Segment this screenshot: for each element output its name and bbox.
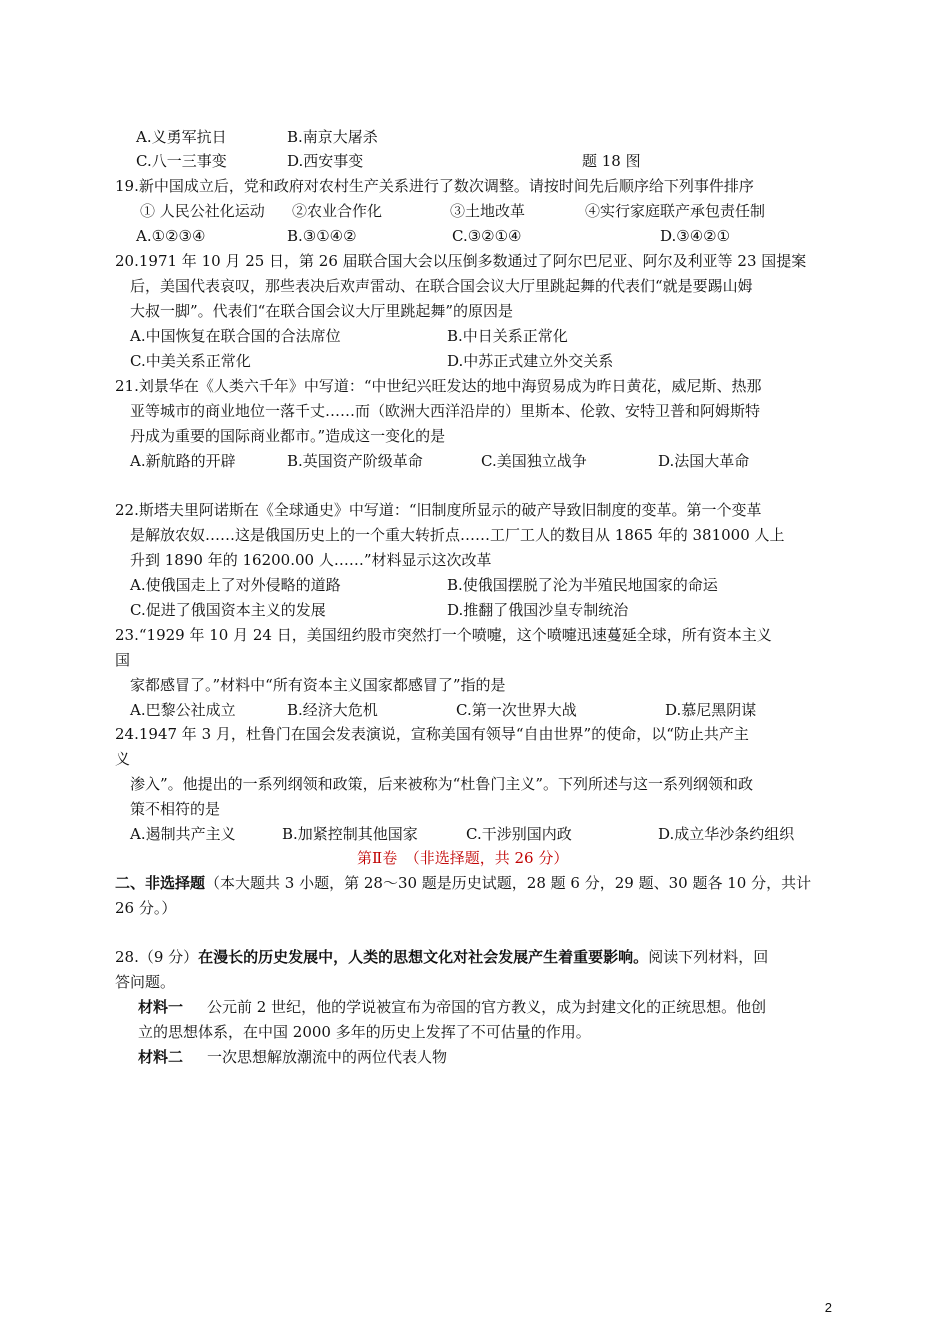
q22-option-a: A.使俄国走上了对外侵略的道路 — [130, 576, 341, 594]
section-2-header: 第Ⅱ卷 （非选择题，共 26 分） — [357, 849, 569, 867]
q28-stem-rest: 阅读下列材料，回 — [648, 948, 769, 966]
q18-option-a: A.义勇军抗日 — [136, 128, 227, 146]
q28-material-1-text: 公元前 2 世纪，他的学说被宣布为帝国的官方教义，成为封建文化的正统思想。他创 — [207, 998, 767, 1016]
q22-line-2: 是解放农奴……这是俄国历史上的一个重大转折点……工厂工人的数目从 1865 年的 381000 人上 — [130, 526, 785, 544]
q23-line-1: 23.“1929 年 10 月 24 日，美国纽约股市突然打一个喷嚏，这个喷嚏迅速蔓延全球，所有资本主义 — [115, 626, 772, 644]
q21-option-c: C.美国独立战争 — [481, 452, 587, 470]
q20-option-c: C.中美关系正常化 — [130, 352, 251, 370]
q18-figure-label: 题 18 图 — [582, 152, 641, 170]
q19-item-2: ②农业合作化 — [292, 202, 383, 220]
q18-option-b: B.南京大屠杀 — [287, 128, 378, 146]
q23-option-b: B.经济大危机 — [287, 701, 378, 719]
q19-option-c: C.③②①④ — [452, 227, 522, 245]
section-2-title-bold: 二、非选择题 — [115, 874, 206, 892]
q28-material-1-line-2: 立的思想体系，在中国 2000 多年的历史上发挥了不可估量的作用。 — [138, 1023, 591, 1041]
q21-line-2: 亚等城市的商业地位一落千丈……而（欧洲大西洋沿岸的）里斯本、伦敦、安特卫普和阿姆斯特 — [130, 402, 761, 420]
q21-line-3: 丹成为重要的国际商业都市。”造成这一变化的是 — [130, 427, 446, 445]
q28-material-1 — [138, 996, 766, 1018]
q20-line-2: 后，美国代表哀叹，那些表决后欢声雷动、在联合国会议大厅里跳起舞的代表们“就是要踢山姆 — [130, 277, 753, 295]
q28-stem-bold: 在漫长的历史发展中，人类的思想文化对社会发展产生着重要影响。 — [198, 948, 649, 966]
q22-option-d: D.推翻了俄国沙皇专制统治 — [447, 601, 629, 619]
q22-line-3: 升到 1890 年的 16200.00 人……”材料显示这次改革 — [130, 551, 492, 569]
q24-option-a: A.遏制共产主义 — [130, 825, 236, 843]
q19-item-4: ④实行家庭联产承包责任制 — [585, 202, 766, 220]
q18-option-c: C.八一三事变 — [136, 152, 227, 170]
q21-line-1: 21.刘景华在《人类六千年》中写道：“中世纪兴旺发达的地中海贸易成为昨日黄花，威尼斯、热那 — [115, 377, 762, 395]
q21-option-d: D.法国大革命 — [658, 452, 750, 470]
q28-stem-line-2: 答问题。 — [115, 973, 176, 991]
q24-line-4: 策不相符的是 — [130, 800, 221, 818]
q19-item-1: ① 人民公社化运动 — [140, 202, 265, 220]
q24-option-c: C.干涉别国内政 — [466, 825, 572, 843]
q24-line-2: 义 — [115, 750, 131, 768]
q22-option-c: C.促进了俄国资本主义的发展 — [130, 601, 326, 619]
section-2-title-line-2: 26 分。） — [115, 899, 177, 917]
q19-option-a: A.①②③④ — [136, 227, 206, 245]
q28-stem — [115, 946, 768, 968]
q22-line-1: 22.斯塔夫里阿诺斯在《全球通史》中写道：“旧制度所显示的破产导致旧制度的变革。第一个变革 — [115, 501, 762, 519]
q28-number: 28.（9 分） — [115, 948, 199, 966]
q24-option-b: B.加紧控制其他国家 — [282, 825, 418, 843]
q19-item-3: ③土地改革 — [450, 202, 526, 220]
q22-option-b: B.使俄国摆脱了沦为半殖民地国家的命运 — [447, 576, 718, 594]
q28-material-1-label: 材料一 — [138, 998, 184, 1016]
q28-material-2 — [138, 1046, 447, 1068]
q28-material-2-text: 一次思想解放潮流中的两位代表人物 — [207, 1048, 448, 1066]
q19-option-b: B.③①④② — [287, 227, 357, 245]
q24-line-1: 24.1947 年 3 月，杜鲁门在国会发表演说，宣称美国有领导“自由世界”的使命，以“防止共产主 — [115, 725, 749, 743]
q24-option-d: D.成立华沙条约组织 — [658, 825, 795, 843]
q21-option-a: A.新航路的开辟 — [130, 452, 236, 470]
q23-option-d: D.慕尼黑阴谋 — [665, 701, 757, 719]
q24-line-3: 渗入”。他提出的一系列纲领和政策，后来被称为“杜鲁门主义”。下列所述与这一系列纲领和政 — [130, 775, 754, 793]
q20-option-a: A.中国恢复在联合国的合法席位 — [130, 327, 341, 345]
q20-option-b: B.中日关系正常化 — [447, 327, 568, 345]
q23-option-c: C.第一次世界大战 — [456, 701, 577, 719]
q19-stem: 19.新中国成立后，党和政府对农村生产关系进行了数次调整。请按时间先后顺序给下列事件排序 — [115, 177, 754, 195]
q20-line-3: 大叔一脚”。代表们“在联合国会议大厅里跳起舞”的原因是 — [130, 302, 514, 320]
section-2-title-rest: （本大题共 3 小题，第 28～30 题是历史试题，28 题 6 分，29 题、30 题各 10 分，共计 — [205, 874, 812, 892]
q18-option-d: D.西安事变 — [287, 152, 364, 170]
q23-line-3: 家都感冒了。”材料中“所有资本主义国家都感冒了”指的是 — [130, 676, 506, 694]
q20-option-d: D.中苏正式建立外交关系 — [447, 352, 614, 370]
page-number: 2 — [824, 1300, 832, 1315]
q20-line-1: 20.1971 年 10 月 25 日，第 26 届联合国大会以压倒多数通过了阿尔巴尼亚、阿尔及利亚等 23 国提案 — [115, 252, 807, 270]
q23-option-a: A.巴黎公社成立 — [130, 701, 236, 719]
section-2-title — [115, 872, 811, 894]
q23-line-2: 国 — [115, 651, 131, 669]
q19-option-d: D.③④②① — [660, 227, 731, 245]
q28-material-2-label: 材料二 — [138, 1048, 184, 1066]
q21-option-b: B.英国资产阶级革命 — [287, 452, 423, 470]
